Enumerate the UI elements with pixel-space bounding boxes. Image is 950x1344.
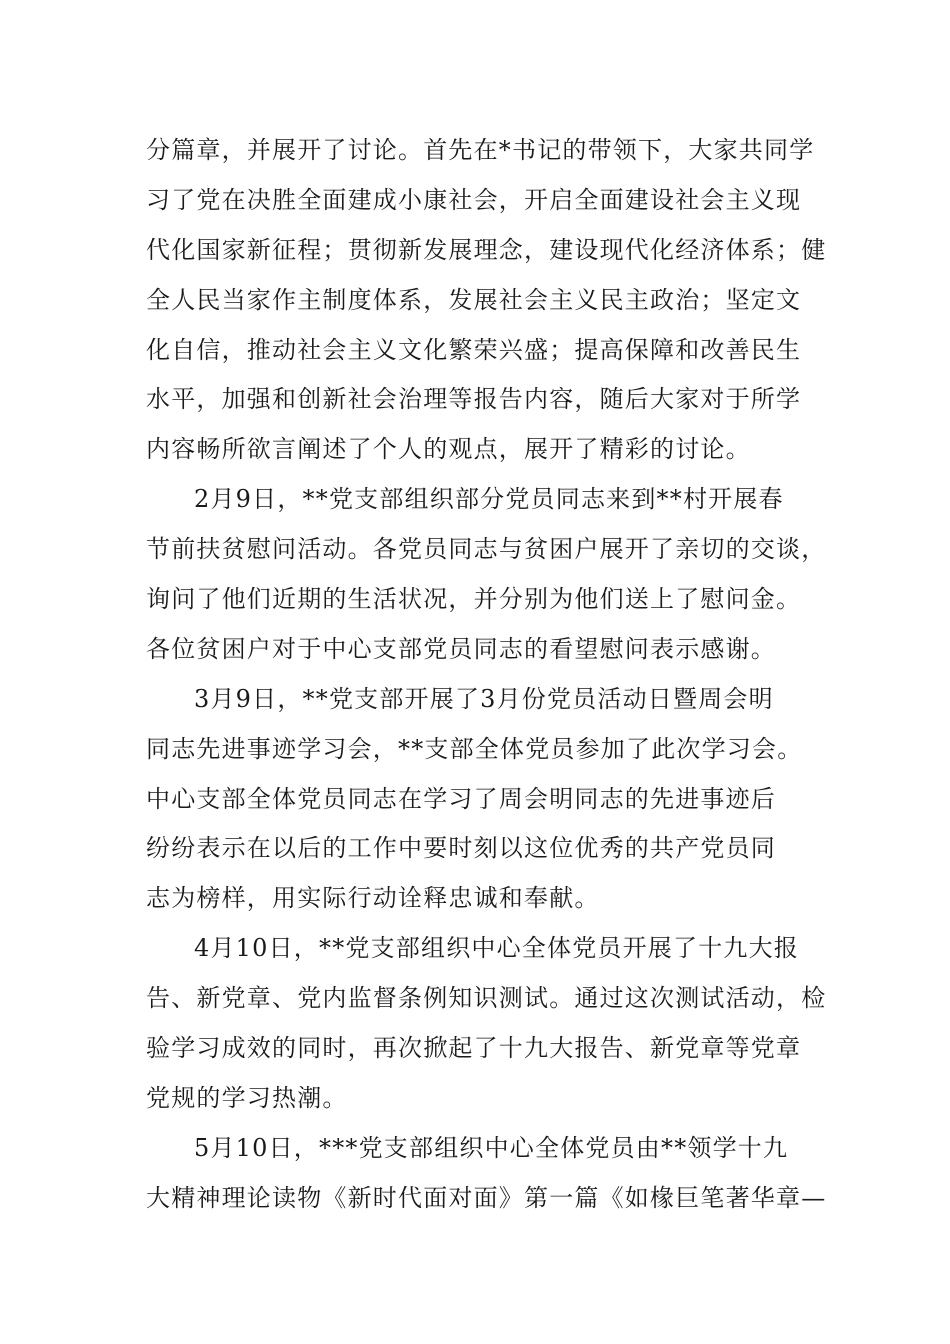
text-line-18: 告、新党章、党内监督条例知识测试。通过这次测试活动，检 — [146, 984, 827, 1013]
paragraph-apr-10-line-1: 4月10日，**党支部组织中心全体党员开展了十九大报 — [194, 934, 800, 963]
text-line-15: 纷纷表示在以后的工作中要时刻以这位优秀的共产党员同 — [146, 834, 776, 863]
text-line-20: 党规的学习热潮。 — [146, 1083, 348, 1112]
text-line-16: 志为榜样，用实际行动诠释忠诚和奉献。 — [146, 884, 600, 913]
text-line-13: 同志先进事迹学习会，**支部全体党员参加了此次学习会。 — [146, 734, 803, 763]
text-line-14: 中心支部全体党员同志在学习了周会明同志的先进事迹后 — [146, 784, 776, 813]
paragraph-mar-9-line-1: 3月9日，**党支部开展了3月份党员活动日暨周会明 — [194, 684, 774, 713]
text-line-4: 全人民当家作主制度体系，发展社会主义民主政治；坚定文 — [146, 285, 802, 314]
text-line-10: 询问了他们近期的生活状况，并分别为他们送上了慰问金。 — [146, 585, 802, 614]
text-line-6: 水平，加强和创新社会治理等报告内容，随后大家对于所学 — [146, 385, 802, 414]
text-line-5: 化自信，推动社会主义文化繁荣兴盛；提高保障和改善民生 — [146, 335, 802, 364]
text-line-1: 分篇章，并展开了讨论。首先在*书记的带领下，大家共同学 — [146, 136, 815, 164]
paragraph-feb-9-line-1: 2月9日，**党支部组织部分党员同志来到**村开展春 — [194, 485, 784, 514]
text-line-3: 代化国家新征程；贯彻新发展理念，建设现代化经济体系；健 — [146, 235, 827, 264]
text-line-19: 验学习成效的同时，再次掀起了十九大报告、新党章等党章 — [146, 1034, 802, 1063]
text-line-7: 内容畅所欲言阐述了个人的观点，展开了精彩的讨论。 — [146, 435, 751, 464]
text-line-22: 大精神理论读物《新时代面对面》第一篇《如椽巨笔著华章— — [146, 1183, 827, 1212]
document-body — [146, 126, 827, 1224]
text-line-9: 节前扶贫慰问活动。各党员同志与贫困户展开了亲切的交谈， — [146, 535, 827, 564]
text-line-11: 各位贫困户对于中心支部党员同志的看望慰问表示感谢。 — [146, 634, 776, 663]
text-line-2: 习了党在决胜全面建成小康社会，开启全面建设社会主义现 — [146, 185, 802, 214]
paragraph-may-10-line-1: 5月10日，***党支部组织中心全体党员由**领学十九 — [194, 1133, 789, 1162]
